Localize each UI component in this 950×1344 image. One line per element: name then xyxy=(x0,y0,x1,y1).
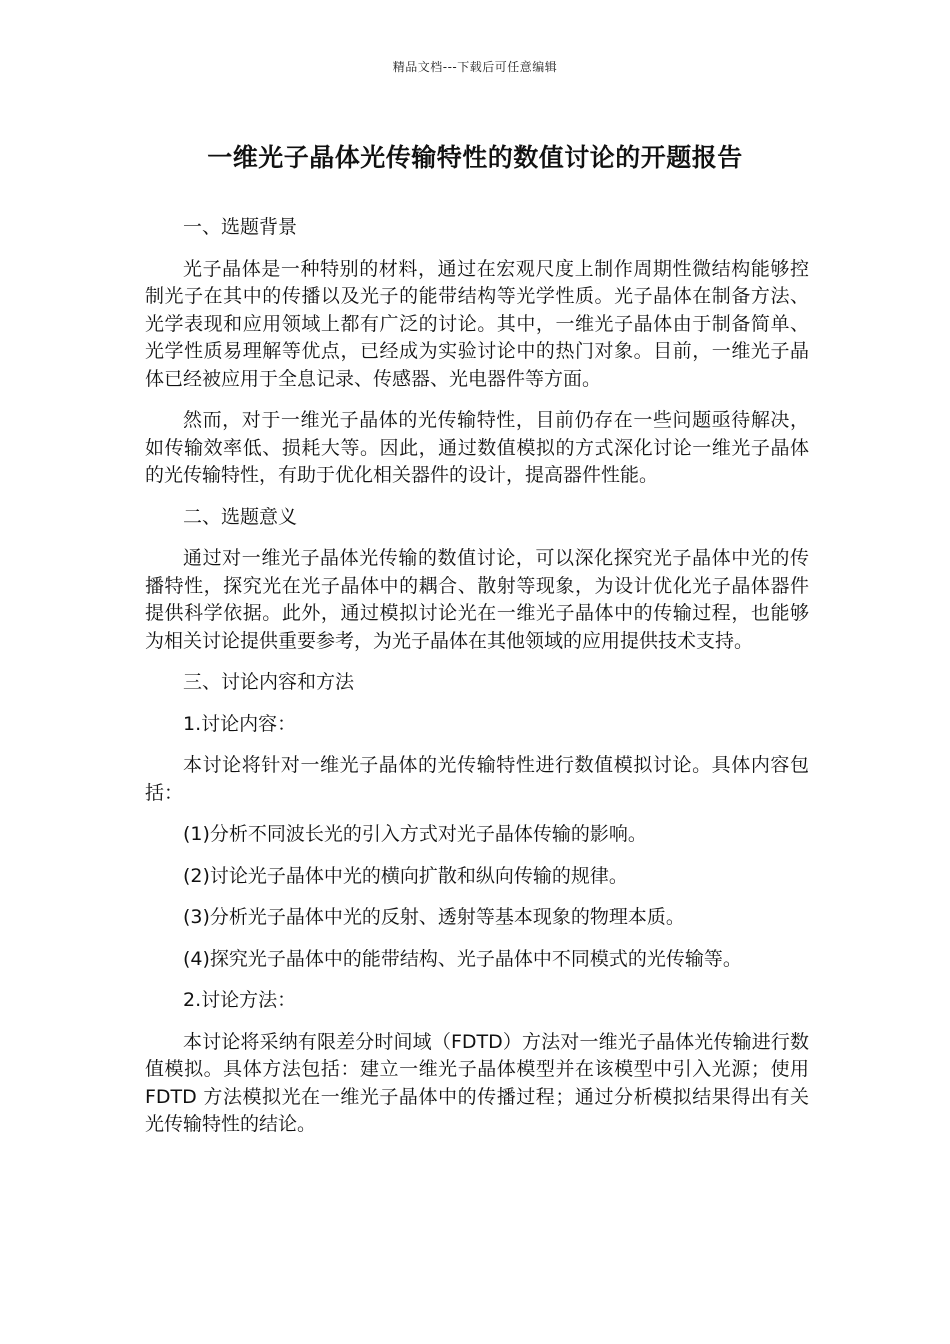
section-heading-background: 一、选题背景 xyxy=(183,216,298,238)
header-note: 精品文档---下载后可任意编辑 xyxy=(392,60,558,74)
paragraph-methods: 本讨论将采纳有限差分时间域（FDTD）方法对一维光子晶体光传输进行数值模拟。具体方法包括：建立一维光子晶体模型并在该模型中引入光源；使用 FDTD 方法模拟光在一维光子晶体中的传播过程；通过分析模拟结果得出有关光传输特性的结论。 xyxy=(145,1030,809,1135)
list-item-3: (3)分析光子晶体中光的反射、透射等基本现象的物理本质。 xyxy=(183,906,685,928)
section-heading-significance: 二、选题意义 xyxy=(183,505,298,528)
document-title: 一维光子晶体光传输特性的数值讨论的开题报告 xyxy=(207,143,743,172)
paragraph-background-2: 然而，对于一维光子晶体的光传输特性，目前仍存在一些问题亟待解决，如传输效率低、损耗大等。因此，通过数值模拟的方式深化讨论一维光子晶体的光传输特性，有助于优化相关器件的设计，提高器件性能。 xyxy=(145,409,809,486)
paragraph-significance: 通过对一维光子晶体光传输的数值讨论，可以深化探究光子晶体中光的传播特性，探究光在光子晶体中的耦合、散射等现象，为设计优化光子晶体器件提供科学依据。此外，通过模拟讨论光在一维光子晶体中的传输过程，也能够为相关讨论提供重要参考，为光子晶体在其他领域的应用提供技术支持。 xyxy=(145,547,809,652)
section-heading-content-methods: 三、讨论内容和方法 xyxy=(183,671,355,693)
subheading-content: 1.讨论内容： xyxy=(183,712,297,735)
list-item-2: (2)讨论光子晶体中光的横向扩散和纵向传输的规律。 xyxy=(183,864,628,887)
document-body xyxy=(145,214,809,1153)
paragraph-background-1: 光子晶体是一种特别的材料，通过在宏观尺度上制作周期性微结构能够控制光子在其中的传播以及光子的能带结构等光学性质。光子晶体在制备方法、光学表现和应用领域上都有广泛的讨论。其中，一维光子晶体由于制备简单、光学性质易理解等优点，已经成为实验讨论中的热门对象。目前，一维光子晶体已经被应用于全息记录、传感器、光电器件等方面。 xyxy=(145,257,809,390)
list-item-1: (1)分析不同波长光的引入方式对光子晶体传输的影响。 xyxy=(183,823,647,845)
list-item-4: (4)探究光子晶体中的能带结构、光子晶体中不同模式的光传输等。 xyxy=(183,947,742,970)
paragraph-content-intro: 本讨论将针对一维光子晶体的光传输特性进行数值模拟讨论。具体内容包括： xyxy=(145,754,809,804)
subheading-methods: 2.讨论方法： xyxy=(183,989,297,1011)
